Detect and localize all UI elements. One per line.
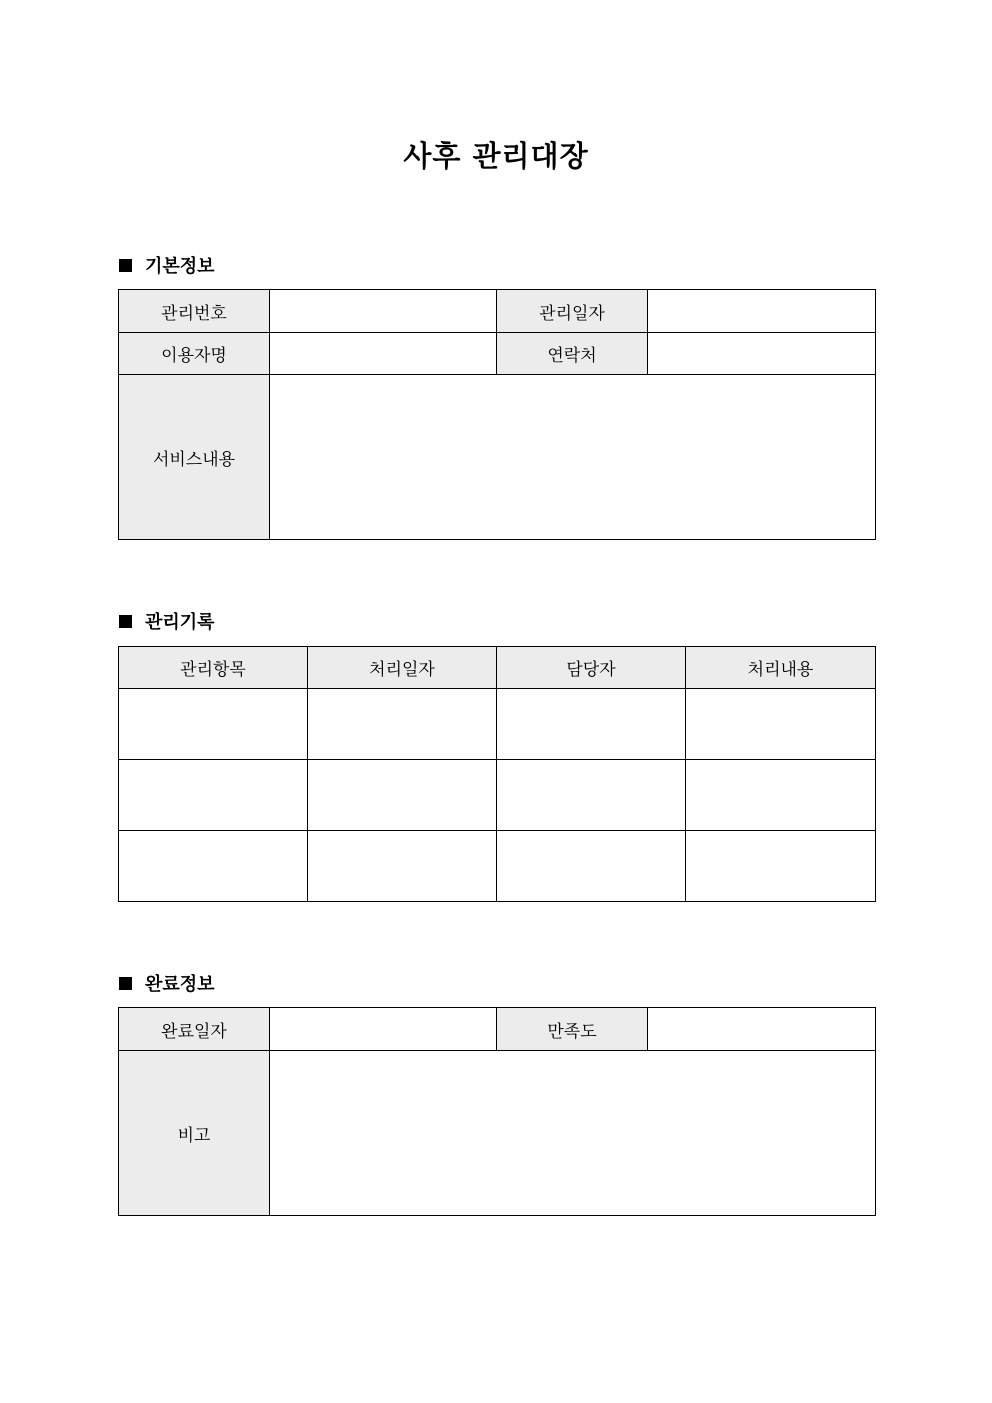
- record-date-cell[interactable]: [308, 689, 497, 760]
- table-row: [119, 375, 876, 540]
- record-item-cell[interactable]: [119, 760, 308, 831]
- completion-info-heading-text: 완료정보: [145, 974, 215, 995]
- basic-info-heading: [119, 253, 215, 277]
- completion-date-field[interactable]: [270, 1008, 497, 1051]
- record-manager-cell[interactable]: [497, 831, 686, 902]
- contact-field[interactable]: [648, 333, 876, 375]
- contact-label: 연락처: [497, 333, 648, 375]
- user-name-field[interactable]: [270, 333, 497, 375]
- completion-info-table: [118, 1007, 876, 1216]
- record-date-cell[interactable]: [308, 831, 497, 902]
- table-row: [119, 760, 876, 831]
- record-manager-cell[interactable]: [497, 760, 686, 831]
- column-header-content: 처리내용: [686, 647, 876, 689]
- column-header-manager: 담당자: [497, 647, 686, 689]
- square-bullet-icon: [119, 615, 132, 628]
- table-row: [119, 333, 876, 375]
- record-content-cell[interactable]: [686, 689, 876, 760]
- basic-info-table: [118, 289, 876, 540]
- table-row: [119, 290, 876, 333]
- management-date-label: 관리일자: [497, 290, 648, 333]
- table-row: [119, 1051, 876, 1216]
- column-header-item: 관리항목: [119, 647, 308, 689]
- square-bullet-icon: [119, 259, 132, 272]
- management-number-field[interactable]: [270, 290, 497, 333]
- management-record-heading: [119, 609, 215, 633]
- user-name-label: 이용자명: [119, 333, 270, 375]
- table-row: [119, 1008, 876, 1051]
- management-record-table: [118, 646, 876, 902]
- service-content-field[interactable]: [270, 375, 876, 540]
- column-header-date: 처리일자: [308, 647, 497, 689]
- remarks-field[interactable]: [270, 1051, 876, 1216]
- management-date-field[interactable]: [648, 290, 876, 333]
- record-item-cell[interactable]: [119, 831, 308, 902]
- management-record-heading-text: 관리기록: [145, 612, 215, 633]
- record-content-cell[interactable]: [686, 760, 876, 831]
- record-manager-cell[interactable]: [497, 689, 686, 760]
- table-header-row: [119, 647, 876, 689]
- table-row: [119, 831, 876, 902]
- basic-info-heading-text: 기본정보: [145, 256, 215, 277]
- management-number-label: 관리번호: [119, 290, 270, 333]
- completion-date-label: 완료일자: [119, 1008, 270, 1051]
- satisfaction-field[interactable]: [648, 1008, 876, 1051]
- service-content-label: 서비스내용: [119, 375, 270, 540]
- table-row: [119, 689, 876, 760]
- record-date-cell[interactable]: [308, 760, 497, 831]
- remarks-label: 비고: [119, 1051, 270, 1216]
- satisfaction-label: 만족도: [497, 1008, 648, 1051]
- document-title: 사후 관리대장: [403, 139, 589, 173]
- square-bullet-icon: [119, 977, 132, 990]
- record-content-cell[interactable]: [686, 831, 876, 902]
- completion-info-heading: [119, 971, 215, 995]
- record-item-cell[interactable]: [119, 689, 308, 760]
